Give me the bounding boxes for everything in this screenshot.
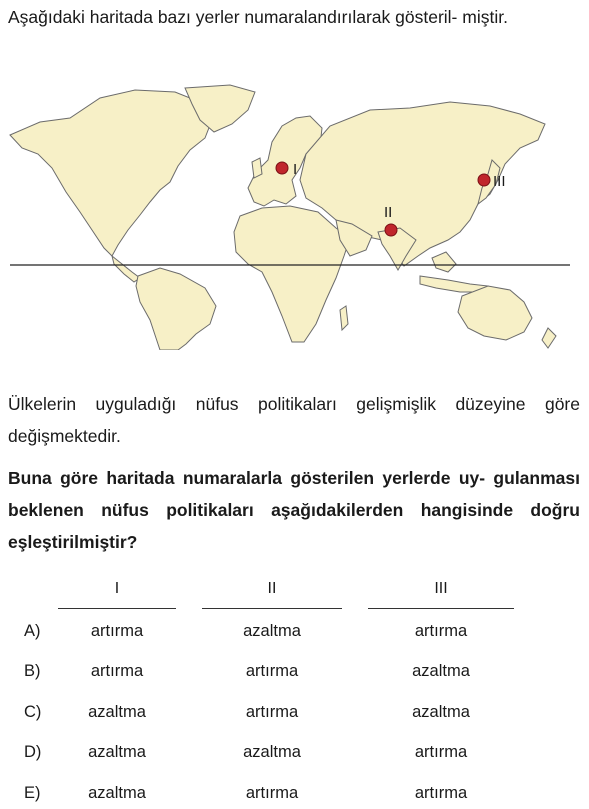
continents bbox=[10, 85, 556, 350]
question-text: Buna göre haritada numaralarla gösterilen yerlerde uy- gulanması beklenen nüfus politikaları aşağıdakilerden hangisinde doğru eşleştirilmiştir? bbox=[8, 468, 580, 552]
intro-text: Aşağıdaki haritada bazı yerler numaralandırılarak gösteril- miştir. bbox=[8, 7, 508, 27]
column-header-II: II bbox=[267, 580, 277, 597]
marker-II-label: II bbox=[384, 204, 393, 221]
option-label: E) bbox=[24, 784, 41, 802]
option-label: C) bbox=[24, 703, 42, 721]
info-paragraph: Ülkelerin uyguladığı nüfus politikaları gelişmişlik düzeyine göre değişmektedir. bbox=[8, 394, 580, 446]
world-map-svg bbox=[0, 80, 589, 350]
option-cell: artırma bbox=[414, 622, 468, 640]
option-cell: azaltma bbox=[412, 703, 470, 721]
central-america bbox=[112, 256, 140, 282]
option-cell: azaltma bbox=[88, 703, 146, 721]
option-cell: artırma bbox=[245, 784, 299, 802]
madagascar bbox=[340, 306, 348, 330]
option-cell: azaltma bbox=[88, 743, 146, 761]
marker-I-label: I bbox=[293, 161, 298, 178]
option-cell: artırma bbox=[245, 703, 299, 721]
option-cell: artırma bbox=[414, 743, 468, 761]
marker-III-label: III bbox=[493, 173, 506, 190]
option-cell: artırma bbox=[245, 662, 299, 680]
option-cell: azaltma bbox=[88, 784, 146, 802]
north-america bbox=[10, 90, 212, 256]
column-header-I: I bbox=[114, 580, 120, 597]
option-cell: artırma bbox=[414, 784, 468, 802]
option-label: A) bbox=[24, 622, 41, 640]
option-label: D) bbox=[24, 743, 42, 761]
option-cell: azaltma bbox=[243, 743, 301, 761]
column-rule-III bbox=[368, 608, 514, 609]
column-rule-II bbox=[202, 608, 342, 609]
option-cell: artırma bbox=[90, 622, 144, 640]
south-america bbox=[136, 268, 216, 350]
option-cell: azaltma bbox=[243, 622, 301, 640]
option-cell: azaltma bbox=[412, 662, 470, 680]
new-zealand bbox=[542, 328, 556, 348]
southeast-asia bbox=[432, 252, 456, 272]
british-isles bbox=[252, 158, 262, 178]
column-header-III: III bbox=[434, 580, 448, 597]
world-map bbox=[0, 80, 589, 350]
africa bbox=[234, 206, 350, 342]
option-cell: artırma bbox=[90, 662, 144, 680]
column-rule-I bbox=[58, 608, 176, 609]
option-label: B) bbox=[24, 662, 41, 680]
australia bbox=[458, 286, 532, 340]
